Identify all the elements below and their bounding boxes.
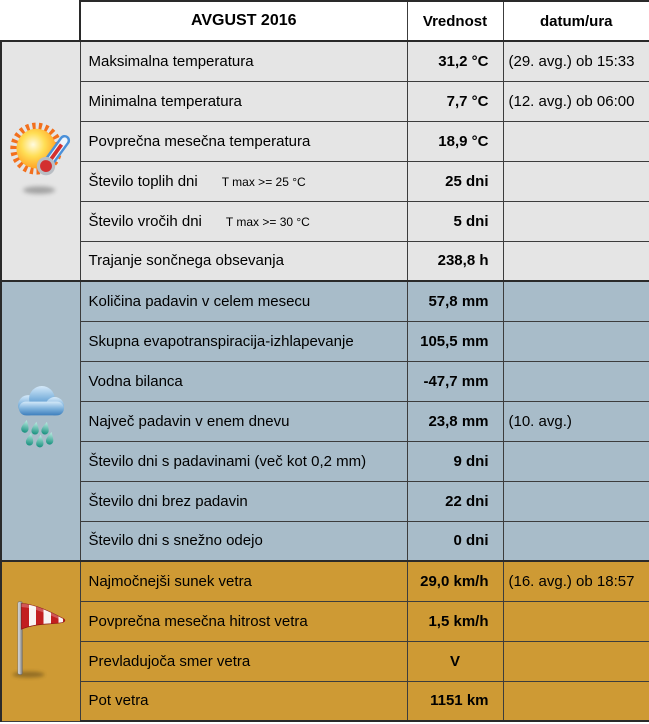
month-title: AVGUST 2016	[80, 1, 407, 41]
table-row	[1, 561, 649, 601]
row-datetime: (10. avg.)	[503, 401, 649, 441]
datetime-column-header: datum/ura	[503, 1, 649, 41]
table-row	[1, 81, 649, 121]
row-value: -47,7 mm	[407, 361, 503, 401]
section-precipitation	[1, 281, 649, 561]
section-wind	[1, 561, 649, 721]
row-value: 23,8 mm	[407, 401, 503, 441]
precipitation-icon-cell	[1, 281, 80, 561]
row-datetime	[503, 281, 649, 321]
table-row	[1, 641, 649, 681]
row-value: 105,5 mm	[407, 321, 503, 361]
row-value: 31,2 °C	[407, 41, 503, 81]
row-datetime	[503, 441, 649, 481]
table-row	[1, 521, 649, 561]
row-value: 7,7 °C	[407, 81, 503, 121]
row-datetime	[503, 321, 649, 361]
table-row	[1, 281, 649, 321]
row-value: 25 dni	[407, 161, 503, 201]
table-row	[1, 601, 649, 641]
sun-thermometer-icon	[7, 118, 75, 200]
threshold-note: T max >= 25 °C	[221, 174, 306, 189]
row-value: 0 dni	[407, 521, 503, 561]
row-label: Prevladujoča smer vetra	[80, 641, 407, 681]
rain-cloud-icon	[8, 380, 74, 458]
row-label: Število dni brez padavin	[80, 481, 407, 521]
row-value: 1,5 km/h	[407, 601, 503, 641]
row-label: Količina padavin v celem mesecu	[80, 281, 407, 321]
table-header	[1, 1, 649, 41]
row-label: Maksimalna temperatura	[80, 41, 407, 81]
row-label: Najmočnejši sunek vetra	[80, 561, 407, 601]
row-value: 18,9 °C	[407, 121, 503, 161]
value-column-header: Vrednost	[407, 1, 503, 41]
row-datetime	[503, 601, 649, 641]
row-datetime	[503, 201, 649, 241]
row-datetime	[503, 361, 649, 401]
row-value: 29,0 km/h	[407, 561, 503, 601]
table-row	[1, 481, 649, 521]
row-value: 1151 km	[407, 681, 503, 721]
threshold-note: T max >= 30 °C	[225, 214, 310, 229]
row-datetime	[503, 681, 649, 721]
row-value: 5 dni	[407, 201, 503, 241]
row-datetime	[503, 161, 649, 201]
row-datetime	[503, 121, 649, 161]
row-datetime	[503, 481, 649, 521]
row-label-text: Število toplih dni	[88, 172, 198, 190]
row-datetime	[503, 521, 649, 561]
row-value: 9 dni	[407, 441, 503, 481]
row-value: 22 dni	[407, 481, 503, 521]
table-row	[1, 241, 649, 281]
windsock-icon	[9, 596, 73, 682]
row-label: Največ padavin v enem dnevu	[80, 401, 407, 441]
row-label	[80, 201, 407, 241]
row-datetime	[503, 241, 649, 281]
row-label: Skupna evapotranspiracija-izhlapevanje	[80, 321, 407, 361]
row-datetime: (12. avg.) ob 06:00	[503, 81, 649, 121]
row-label: Število dni s padavinami (več kot 0,2 mm)	[80, 441, 407, 481]
row-label: Pot vetra	[80, 681, 407, 721]
row-datetime: (29. avg.) ob 15:33	[503, 41, 649, 81]
corner-cell	[1, 1, 80, 41]
table-row	[1, 161, 649, 201]
row-datetime	[503, 641, 649, 681]
row-label: Vodna bilanca	[80, 361, 407, 401]
table-row	[1, 361, 649, 401]
table-row	[1, 401, 649, 441]
table-row	[1, 321, 649, 361]
row-label: Minimalna temperatura	[80, 81, 407, 121]
row-datetime: (16. avg.) ob 18:57	[503, 561, 649, 601]
wind-icon-cell	[1, 561, 80, 721]
row-label: Povprečna mesečna hitrost vetra	[80, 601, 407, 641]
table-row	[1, 201, 649, 241]
row-label: Trajanje sončnega obsevanja	[80, 241, 407, 281]
row-label-text: Število vročih dni	[88, 212, 202, 230]
temperature-icon-cell	[1, 41, 80, 281]
table-row	[1, 41, 649, 81]
row-label: Število dni s snežno odejo	[80, 521, 407, 561]
row-label: Povprečna mesečna temperatura	[80, 121, 407, 161]
table-row	[1, 441, 649, 481]
row-value: 57,8 mm	[407, 281, 503, 321]
row-value: V	[407, 641, 503, 681]
table-row	[1, 681, 649, 721]
row-value: 238,8 h	[407, 241, 503, 281]
section-temperature	[1, 41, 649, 281]
table-row	[1, 121, 649, 161]
row-label	[80, 161, 407, 201]
